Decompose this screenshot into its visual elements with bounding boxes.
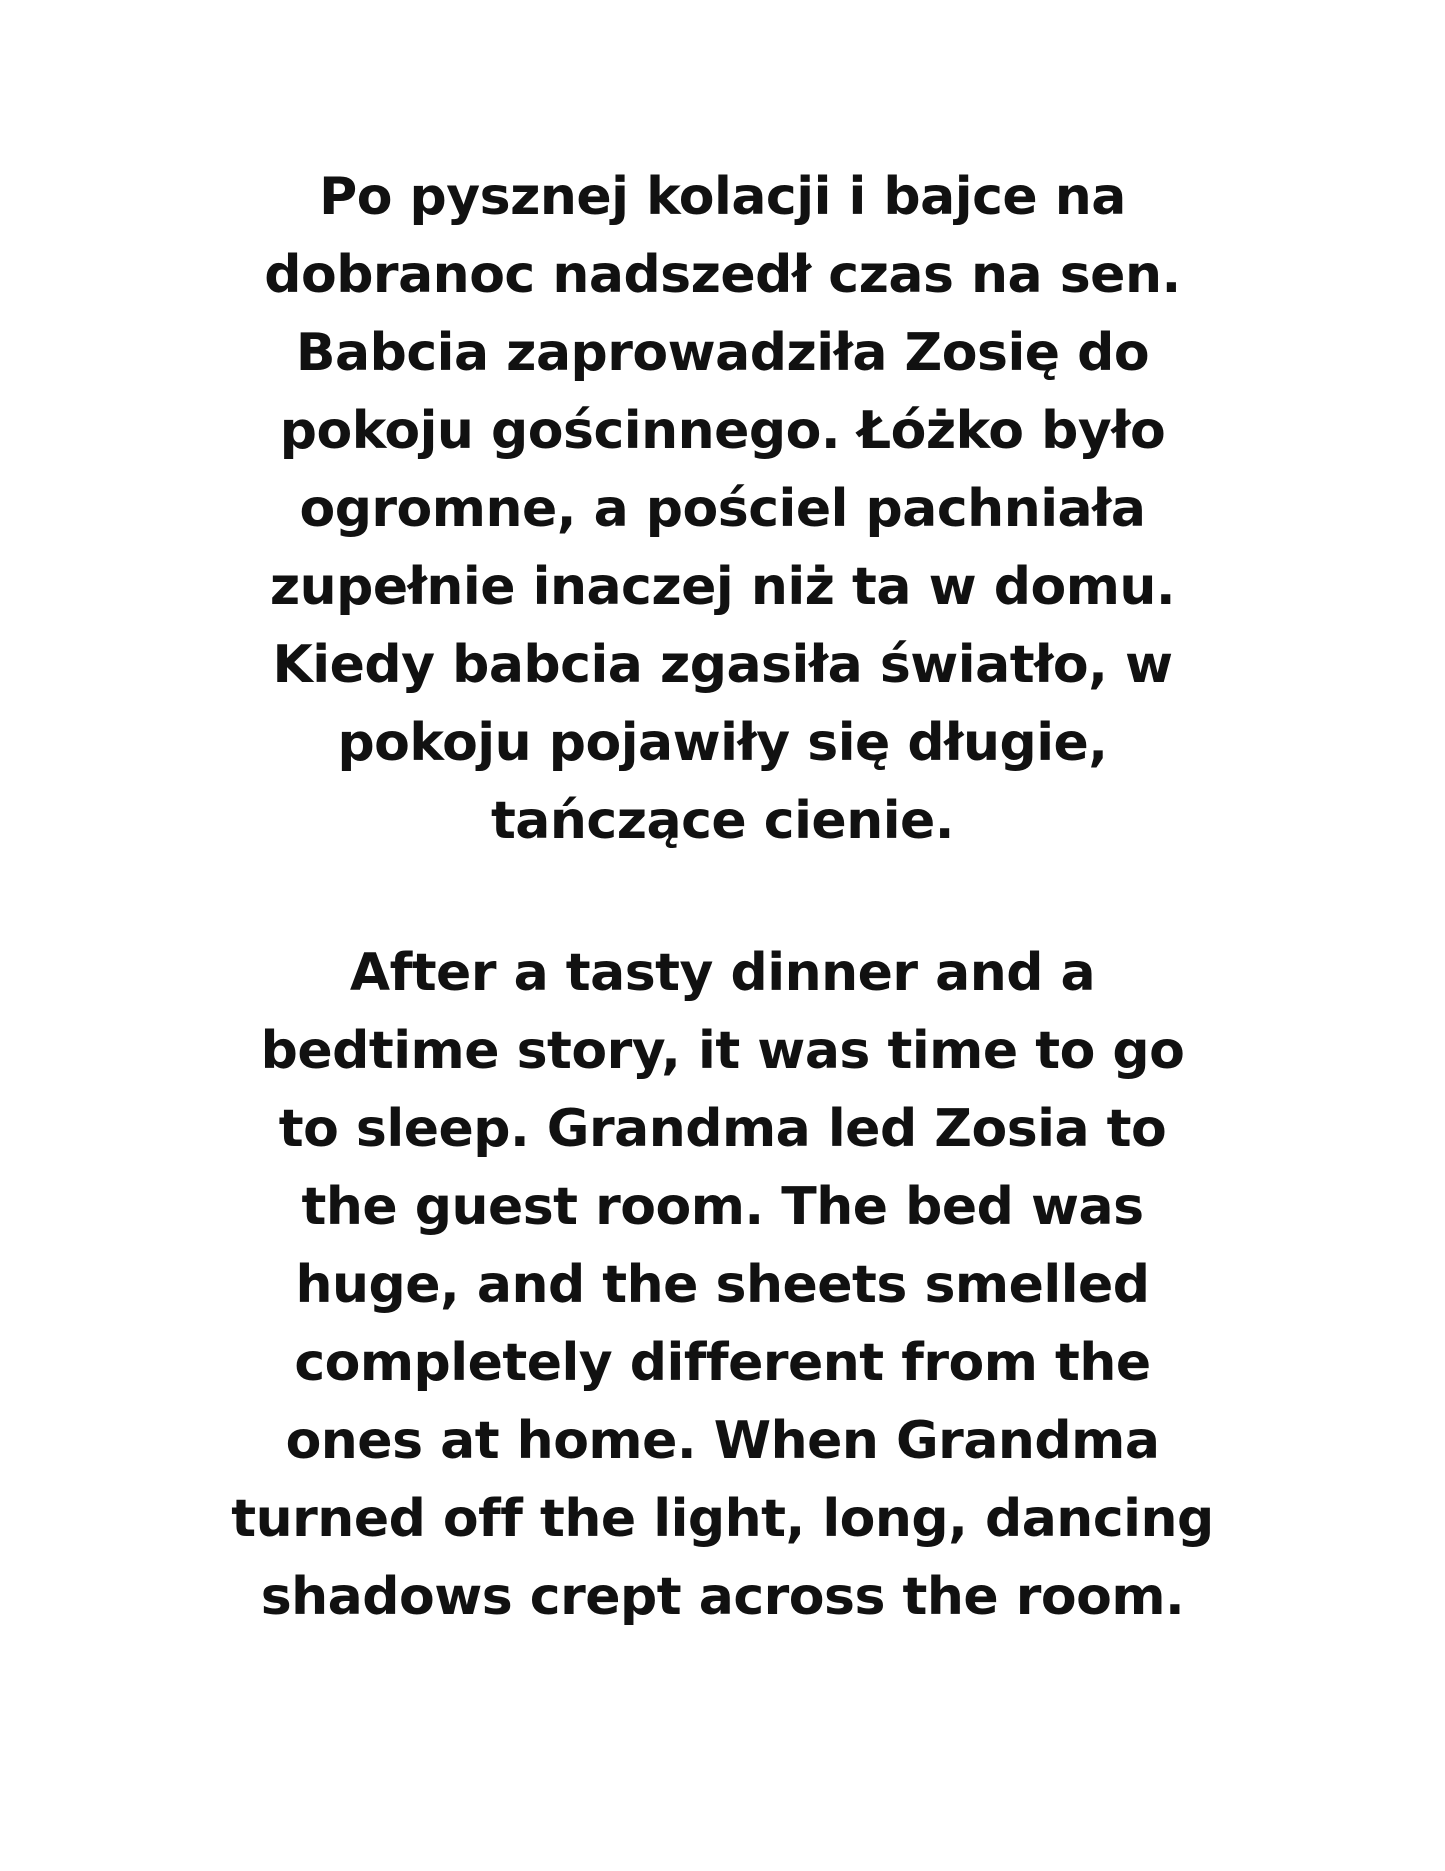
english-line: After a tasty dinner and a [349,943,1096,1003]
polish-line: pokoju pojawiły się długie, [337,713,1108,773]
polish-line: pokoju gościnnego. Łóżko było [279,401,1166,461]
english-paragraph [200,934,1245,1636]
polish-line: Po pysznej kolacji i bajce na [319,167,1126,227]
english-line: ones at home. When Grandma [285,1411,1160,1471]
polish-line: tańczące cienie. [490,791,955,851]
polish-line: Kiedy babcia zgasiła światło, w [272,635,1173,695]
english-line: completely different from the [294,1333,1151,1393]
english-line: shadows crept across the room. [260,1567,1185,1627]
polish-line: zupełnie inaczej niż ta w domu. [269,557,1176,617]
polish-line: dobranoc nadszedł czas na sen. [264,245,1181,305]
polish-line: ogromne, a pościel pachniała [299,479,1146,539]
english-line: the guest room. The bed was [301,1177,1144,1237]
english-line: huge, and the sheets smelled [295,1255,1150,1315]
english-line: bedtime story, it was time to go [260,1021,1185,1081]
polish-paragraph [200,158,1245,860]
english-line: turned off the light, long, dancing [231,1489,1214,1549]
polish-line: Babcia zaprowadziła Zosię do [295,323,1150,383]
english-line: to sleep. Grandma led Zosia to [278,1099,1167,1159]
